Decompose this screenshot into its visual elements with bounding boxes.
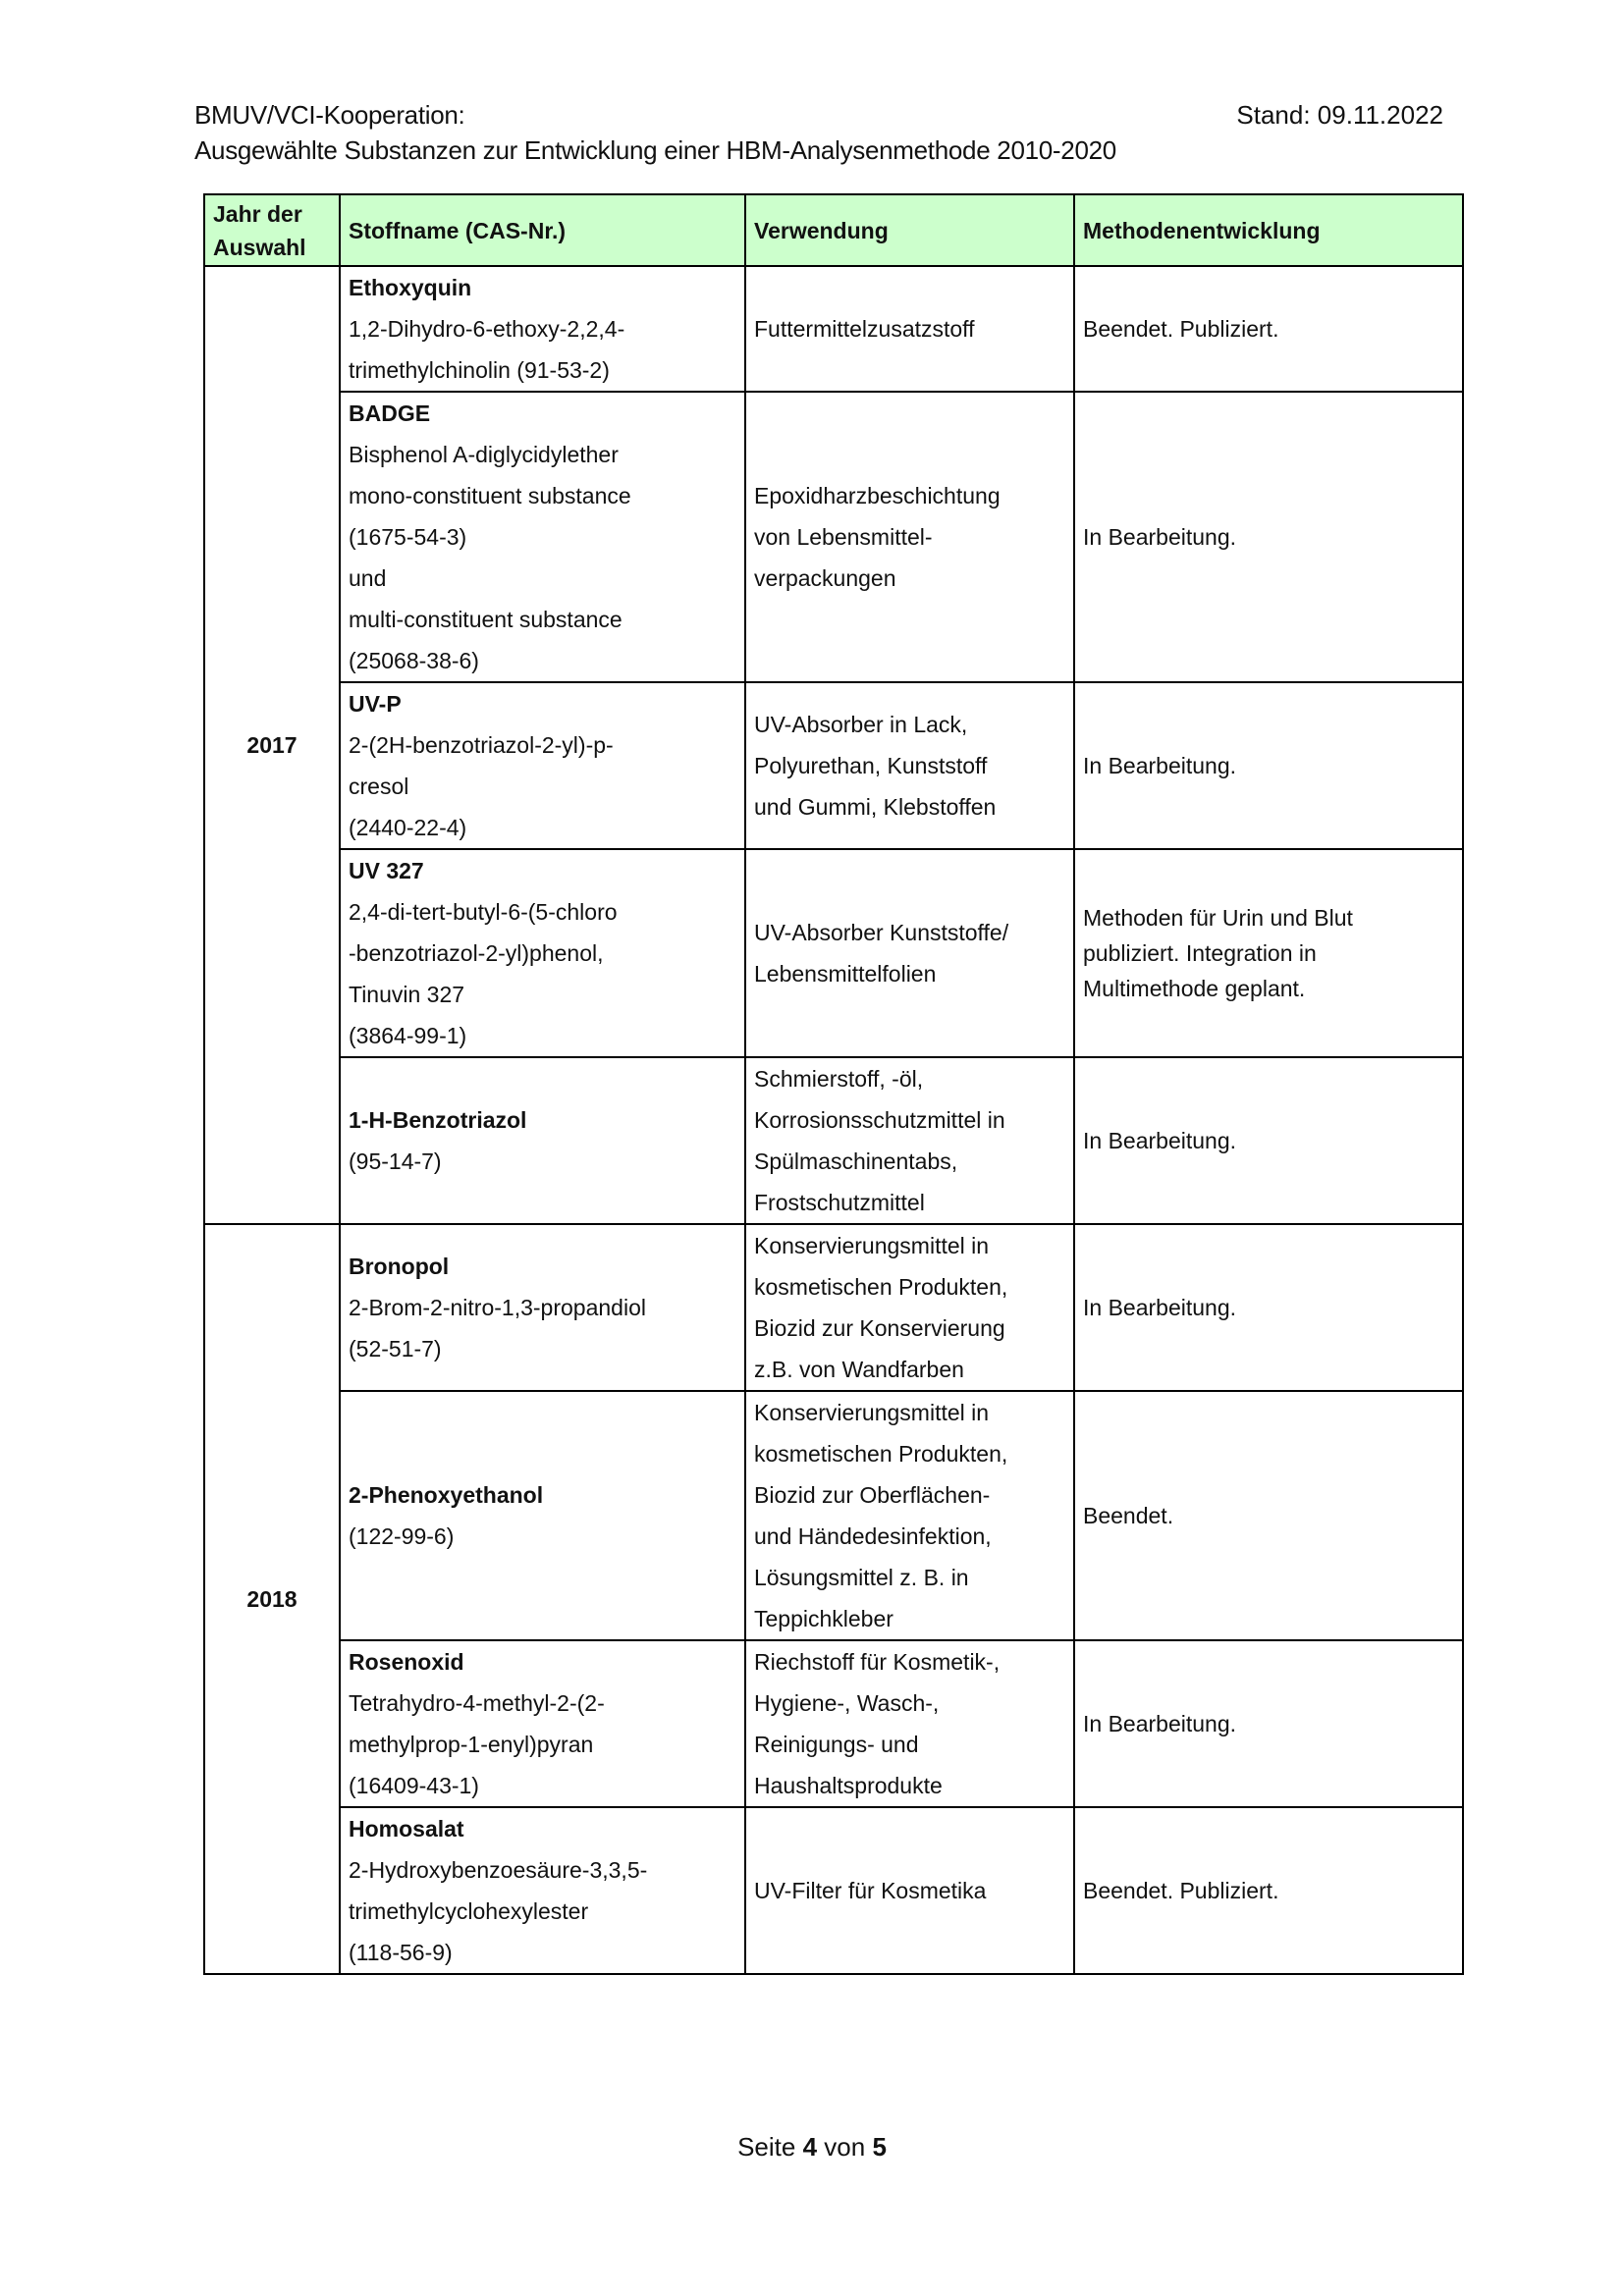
use-text: verpackungen — [754, 565, 896, 591]
method-status: In Bearbeitung. — [1083, 1128, 1237, 1153]
use-text: Lebensmittelfolien — [754, 961, 937, 987]
use-cell — [745, 1224, 1074, 1391]
use-cell — [745, 392, 1074, 682]
table-row — [204, 849, 1463, 1057]
method-cell — [1074, 682, 1463, 849]
use-text: Konservierungsmittel in — [754, 1233, 990, 1258]
substance-detail: (3864-99-1) — [349, 1023, 467, 1048]
method-status: Beendet. Publiziert. — [1083, 316, 1279, 342]
use-text: Haushaltsprodukte — [754, 1773, 943, 1798]
use-text: Hygiene-, Wasch-, — [754, 1690, 940, 1716]
use-text: Schmierstoff, -öl, — [754, 1066, 924, 1092]
substance-name: Bronopol — [349, 1254, 450, 1279]
year-cell: 2018 — [204, 1224, 340, 1974]
use-text: und Gummi, Klebstoffen — [754, 794, 997, 820]
table-row — [204, 1391, 1463, 1640]
substance-detail: (52-51-7) — [349, 1336, 442, 1362]
substance-cell — [340, 392, 745, 682]
substance-detail: (122-99-6) — [349, 1523, 455, 1549]
method-status: Multimethode geplant. — [1083, 976, 1306, 1001]
substance-detail: Tetrahydro-4-methyl-2-(2- — [349, 1690, 605, 1716]
substance-name: Ethoxyquin — [349, 275, 472, 300]
use-text: Epoxidharzbeschichtung — [754, 483, 1001, 508]
method-status: Methoden für Urin und Blut — [1083, 905, 1353, 931]
method-cell — [1074, 1807, 1463, 1974]
use-cell — [745, 1391, 1074, 1640]
substance-detail: (16409-43-1) — [349, 1773, 479, 1798]
method-cell — [1074, 1224, 1463, 1391]
substance-detail: trimethylcyclohexylester — [349, 1898, 589, 1924]
use-text: Futtermittelzusatzstoff — [754, 316, 975, 342]
footer-middle: von — [824, 2132, 866, 2162]
use-cell — [745, 682, 1074, 849]
substance-detail: trimethylchinolin (91-53-2) — [349, 357, 610, 383]
table-row — [204, 1807, 1463, 1974]
substance-cell — [340, 1224, 745, 1391]
substance-name: UV-P — [349, 691, 402, 717]
substance-name: BADGE — [349, 400, 431, 426]
use-cell — [745, 1807, 1074, 1974]
substance-detail: Tinuvin 327 — [349, 982, 465, 1007]
substance-cell — [340, 1807, 745, 1974]
use-text: Frostschutzmittel — [754, 1190, 925, 1215]
method-cell — [1074, 849, 1463, 1057]
method-cell — [1074, 1391, 1463, 1640]
substance-detail: -benzotriazol-2-yl)phenol, — [349, 940, 604, 966]
substance-cell — [340, 1391, 745, 1640]
substance-detail: (2440-22-4) — [349, 815, 467, 840]
use-cell — [745, 266, 1074, 392]
method-cell — [1074, 266, 1463, 392]
substance-detail: mono-constituent substance — [349, 483, 631, 508]
use-text: Polyurethan, Kunststoff — [754, 753, 988, 778]
substance-detail: Bisphenol A-diglycidylether — [349, 442, 619, 467]
use-cell — [745, 1057, 1074, 1224]
column-header-method: Methodenentwicklung — [1074, 194, 1463, 266]
column-header-year: Jahr der Auswahl — [204, 194, 340, 266]
method-status: In Bearbeitung. — [1083, 524, 1237, 550]
substance-cell — [340, 682, 745, 849]
substance-detail: (95-14-7) — [349, 1148, 442, 1174]
page-footer — [0, 2132, 1624, 2163]
substance-detail: (1675-54-3) — [349, 524, 467, 550]
method-cell — [1074, 1057, 1463, 1224]
method-cell — [1074, 1640, 1463, 1807]
method-status: In Bearbeitung. — [1083, 753, 1237, 778]
substance-name: 1-H-Benzotriazol — [349, 1107, 527, 1133]
substance-detail: 2-Hydroxybenzoesäure-3,3,5- — [349, 1857, 648, 1883]
use-text: Konservierungsmittel in — [754, 1400, 990, 1425]
table-row — [204, 266, 1463, 392]
substance-cell — [340, 1640, 745, 1807]
substance-detail: cresol — [349, 774, 409, 799]
stand-date: Stand: 09.11.2022 — [1236, 100, 1443, 130]
method-status: In Bearbeitung. — [1083, 1295, 1237, 1320]
substance-detail: (25068-38-6) — [349, 648, 479, 673]
use-text: Biozid zur Konservierung — [754, 1315, 1005, 1341]
use-text: UV-Absorber in Lack, — [754, 712, 968, 737]
use-cell — [745, 1640, 1074, 1807]
method-status: publiziert. Integration in — [1083, 940, 1317, 966]
use-text: Lösungsmittel z. B. in — [754, 1565, 969, 1590]
substance-name: Rosenoxid — [349, 1649, 464, 1675]
use-text: kosmetischen Produkten, — [754, 1274, 1008, 1300]
document-title: Ausgewählte Substanzen zur Entwicklung einer HBM-Analysenmethode 2010-2020 — [194, 135, 1116, 165]
use-text: z.B. von Wandfarben — [754, 1357, 964, 1382]
substance-detail: multi-constituent substance — [349, 607, 623, 632]
use-text: Teppichkleber — [754, 1606, 893, 1631]
year-cell: 2017 — [204, 266, 340, 1224]
table-row — [204, 682, 1463, 849]
method-status: Beendet. — [1083, 1503, 1174, 1528]
use-text: Reinigungs- und — [754, 1732, 919, 1757]
table-row — [204, 392, 1463, 682]
footer-page-number: 4 — [802, 2132, 818, 2162]
substance-detail: methylprop-1-enyl)pyran — [349, 1732, 594, 1757]
column-header-use: Verwendung — [745, 194, 1074, 266]
use-text: kosmetischen Produkten, — [754, 1441, 1008, 1467]
use-cell — [745, 849, 1074, 1057]
substance-name: 2-Phenoxyethanol — [349, 1482, 544, 1508]
use-text: Riechstoff für Kosmetik-, — [754, 1649, 1001, 1675]
substance-name: UV 327 — [349, 858, 424, 883]
method-status: Beendet. Publiziert. — [1083, 1878, 1279, 1903]
substances-table — [203, 193, 1464, 1975]
table-row — [204, 1640, 1463, 1807]
substance-name: Homosalat — [349, 1816, 464, 1842]
table-row — [204, 1057, 1463, 1224]
substance-detail: 1,2-Dihydro-6-ethoxy-2,2,4- — [349, 316, 625, 342]
substance-detail: 2,4-di-tert-butyl-6-(5-chloro — [349, 899, 618, 925]
table-body — [204, 266, 1463, 1974]
method-status: In Bearbeitung. — [1083, 1711, 1237, 1736]
method-cell — [1074, 392, 1463, 682]
use-text: und Händedesinfektion, — [754, 1523, 992, 1549]
substance-detail: 2-Brom-2-nitro-1,3-propandiol — [349, 1295, 646, 1320]
use-text: Biozid zur Oberflächen- — [754, 1482, 991, 1508]
footer-page-total: 5 — [872, 2132, 887, 2162]
use-text: Korrosionsschutzmittel in — [754, 1107, 1005, 1133]
substance-cell — [340, 849, 745, 1057]
substance-cell — [340, 1057, 745, 1224]
substance-cell — [340, 266, 745, 392]
substance-detail: und — [349, 565, 387, 591]
use-text: von Lebensmittel- — [754, 524, 933, 550]
document-header-line1: BMUV/VCI-Kooperation: — [194, 100, 465, 130]
use-text: Spülmaschinentabs, — [754, 1148, 958, 1174]
column-header-substance: Stoffname (CAS-Nr.) — [340, 194, 745, 266]
table-header-row — [204, 194, 1463, 266]
use-text: UV-Filter für Kosmetika — [754, 1878, 987, 1903]
table-row — [204, 1224, 1463, 1391]
footer-prefix: Seite — [737, 2132, 796, 2162]
substance-detail: 2-(2H-benzotriazol-2-yl)-p- — [349, 732, 614, 758]
substance-detail: (118-56-9) — [349, 1940, 453, 1965]
use-text: UV-Absorber Kunststoffe/ — [754, 920, 1009, 945]
